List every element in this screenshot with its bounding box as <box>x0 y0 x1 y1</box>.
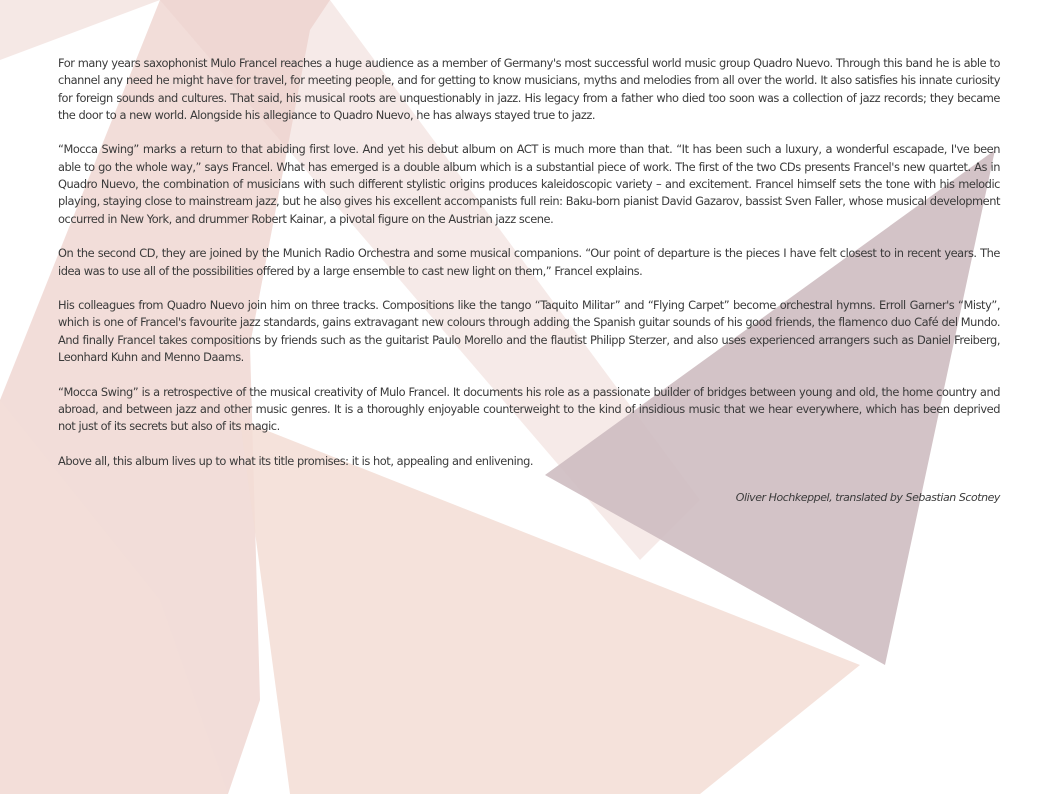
paragraph-retrospective: “Mocca Swing” is a retrospective of the musical creativity of Mulo Francel. It documents his role as a passionate builder of bridges between young and old, the home country and abroad, and between jazz and other music genres. It is a thoroughly enjoyable counterweight to the kind of insidious music that we hear everywhere, which has been deprived not just of its secrets but also of its magic. <box>58 384 1000 434</box>
paragraph-second-cd: On the second CD, they are joined by the Munich Radio Orchestra and some musical companions. “Our point of departure is the pieces I have felt closest to in recent years. The idea was to use all of the possibilities offered by a large ensemble to cast new light on them,” Francel explains. <box>58 246 1000 278</box>
paragraph-colleagues: His colleagues from Quadro Nuevo join him on three tracks. Compositions like the tango “Taquito Militar” and “Flying Carpet” become orchestral hymns. Erroll Garner's “Misty”, which is one of Francel's favourite jazz standards, gains extravagant new colours through adding the Spanish guitar sounds of his good friends, the flamenco duo Café del Mundo. And finally Francel takes compositions by friends such as the guitarist Paulo Morello and the flautist Philipp Sterzer, and also uses experienced arrangers such as Daniel Freiberg, Leonhard Kuhn and Menno Daams. <box>58 298 1000 365</box>
paragraph-intro: For many years saxophonist Mulo Francel reaches a huge audience as a member of Germany's most successful world music group Quadro Nuevo. Through this band he is able to channel any need he might have for travel, for meeting people, and for getting to know musicians, myths and melodies from all over the world. It also satisfies his innate curiosity for foreign sounds and cultures. That said, his musical roots are unquestionably in jazz. His legacy from a father who died too soon was a collection of jazz records; they became the door to a new world. Alongside his allegiance to Quadro Nuevo, he has always stayed true to jazz. <box>58 56 1000 122</box>
pink-shape-top-left <box>0 0 160 60</box>
paragraph-mocca-swing: “Mocca Swing” marks a return to that abiding first love. And yet his debut album on ACT is much more than that. “It has been such a luxury, a wonderful escapade, I've been able to go the whole way,” says Francel. What has emerged is a double album which is a substantial piece of work. The first of the two CDs presents Francel's new quartet. As in Quadro Nuevo, the combination of musicians with such different stylistic origins produces kaleidoscopic variety – and excitement. Francel himself sets the tone with his melodic playing, staying close to mainstream jazz, but he also gives his excellent accompanists full rein: Baku-born pianist David Gazarov, bassist Sven Faller, whose musical development occurred in New York, and drummer Robert Kainar, a pivotal figure on the Austrian jazz scene. <box>58 142 1000 226</box>
paragraph-conclusion: Above all, this album lives up to what its title promises: it is hot, appealing and enlivening. <box>58 453 534 468</box>
author-credit: Oliver Hochkeppel, translated by Sebastian Scotney <box>735 491 1000 504</box>
article-body <box>58 55 1000 487</box>
